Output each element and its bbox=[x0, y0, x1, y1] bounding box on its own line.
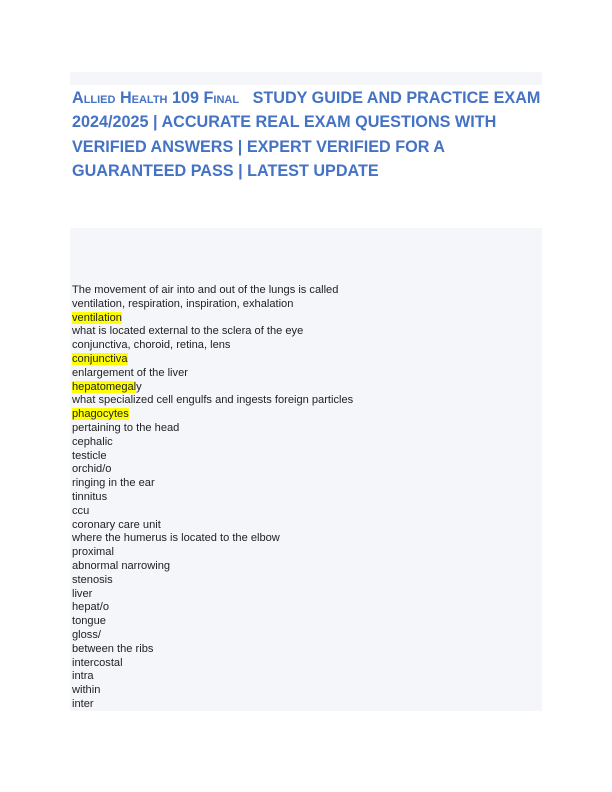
answer-line: hepatomegaly bbox=[72, 380, 142, 393]
text-line: tongue bbox=[72, 615, 106, 628]
course-name: Allied Health 109 Final bbox=[72, 89, 240, 107]
question-line: The movement of air into and out of the lungs is called bbox=[72, 284, 339, 296]
highlighted-answer: hepatomegal bbox=[72, 380, 137, 393]
answer-line bbox=[72, 408, 532, 422]
text-line: intercostal bbox=[72, 656, 123, 669]
text-line: proximal bbox=[72, 546, 114, 559]
text-line: tinnitus bbox=[72, 490, 108, 503]
text-line: ringing in the ear bbox=[72, 477, 155, 490]
text-line: intra bbox=[72, 670, 94, 683]
question-line: enlargement of the liver bbox=[72, 366, 188, 379]
text-line: stenosis bbox=[72, 573, 113, 586]
text-line: liver bbox=[72, 587, 93, 600]
text-line: where the humerus is located to the elbow bbox=[72, 532, 280, 545]
qa-list bbox=[72, 284, 532, 712]
document-title bbox=[72, 86, 542, 184]
header-strip bbox=[70, 72, 542, 85]
text-line: testicle bbox=[72, 449, 107, 462]
text-line: gloss/ bbox=[72, 628, 101, 641]
text-line: cephalic bbox=[72, 435, 113, 448]
text-line: ccu bbox=[72, 504, 90, 517]
options-line: conjunctiva, choroid, retina, lens bbox=[72, 339, 231, 352]
text-line: coronary care unit bbox=[72, 518, 161, 531]
text-line: orchid/o bbox=[72, 463, 112, 476]
options-line: ventilation, respiration, inspiration, exhalation bbox=[72, 297, 294, 310]
title-description: STUDY GUIDE AND PRACTICE EXAM 2024/2025 | ACCURATE REAL EXAM QUESTIONS WITH VERIFIED ANSWERS | EXPERT VERIFIED FOR A GUARANTEED PASS | LATEST UPDATE bbox=[72, 89, 541, 181]
text-line: between the ribs bbox=[72, 642, 154, 655]
answer-line bbox=[72, 312, 532, 326]
highlighted-answer: ventilation bbox=[72, 311, 122, 324]
answer-line bbox=[72, 353, 532, 367]
highlighted-answer: phagocytes bbox=[72, 408, 129, 421]
text-line: within bbox=[72, 684, 101, 697]
text-line: hepat/o bbox=[72, 601, 110, 614]
text-line: inter bbox=[72, 697, 94, 710]
highlighted-answer: conjunctiva bbox=[72, 352, 128, 365]
text-line: pertaining to the head bbox=[72, 421, 180, 434]
question-line: what is located external to the sclera of the eye bbox=[72, 325, 304, 338]
text-line: abnormal narrowing bbox=[72, 559, 171, 572]
question-line: what specialized cell engulfs and ingests foreign particles bbox=[72, 394, 354, 407]
